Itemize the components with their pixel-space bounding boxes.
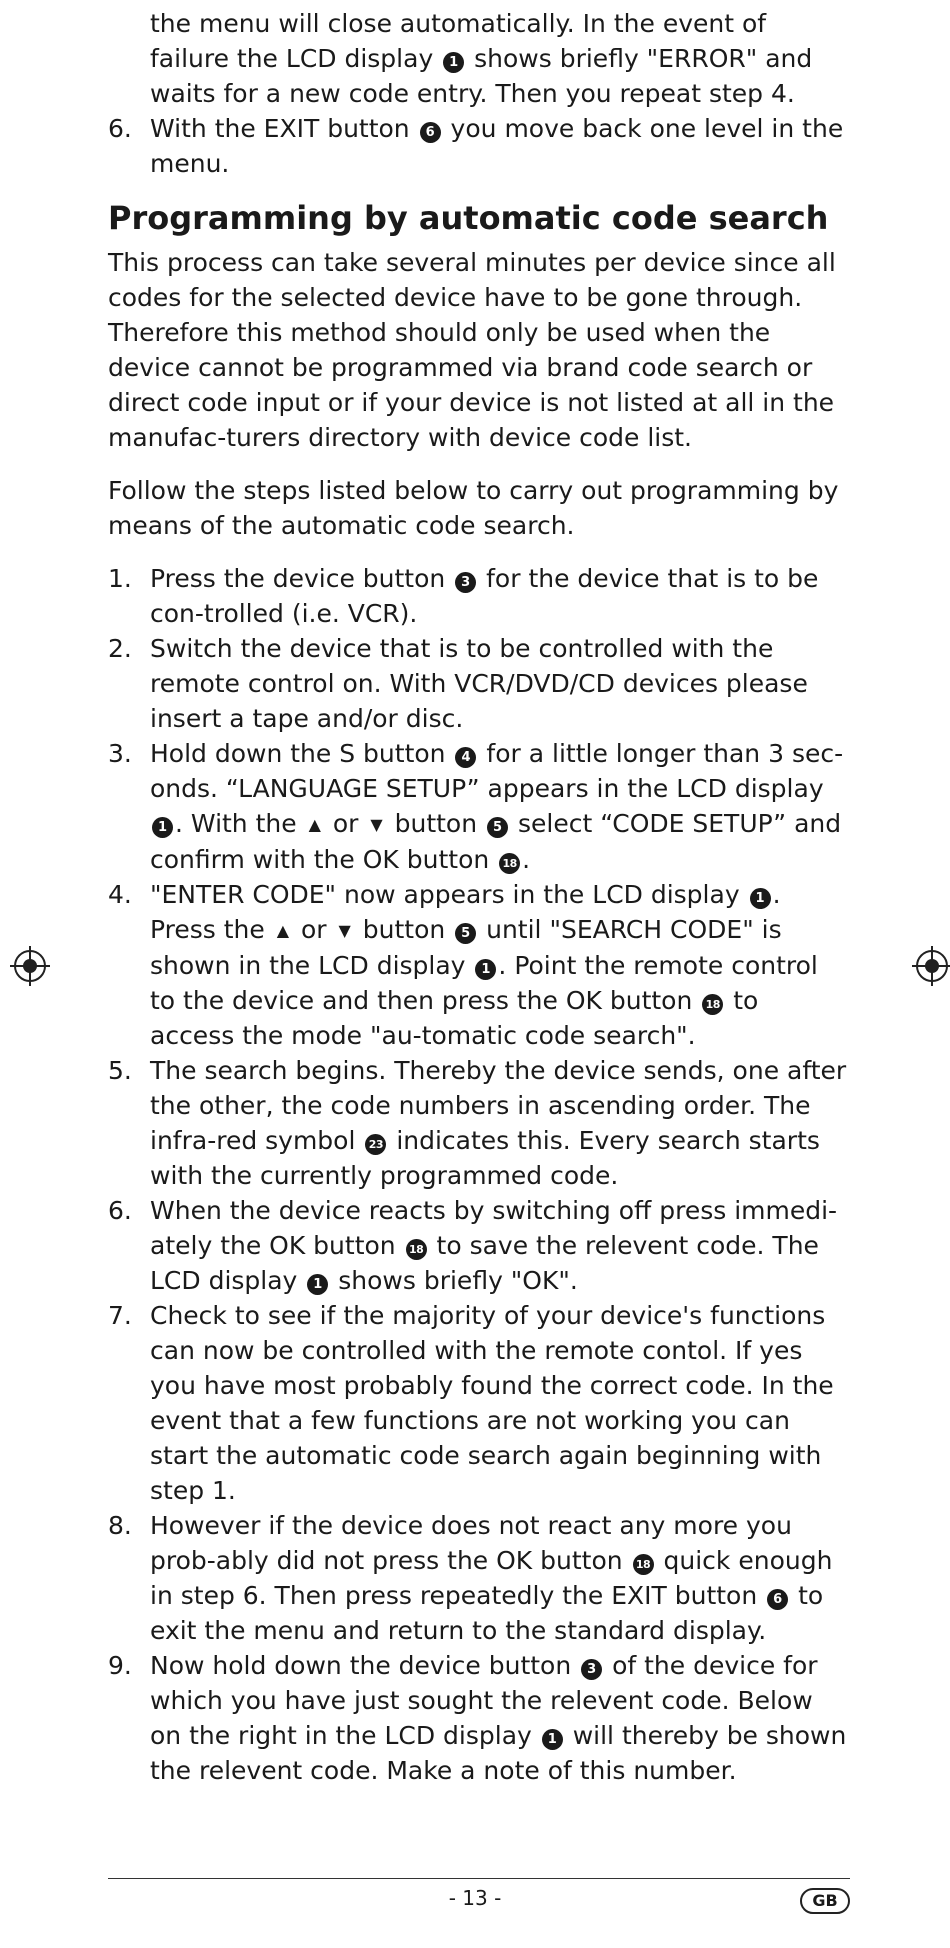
up-arrow-icon: ▲ <box>276 921 290 940</box>
list-item: 6. When the device reacts by switching off press immedi-ately the OK button 18 to save the relevent code. The LCD display 1 shows briefly "OK". <box>108 1196 838 1295</box>
ref-badge-6: 6 <box>767 1589 788 1610</box>
list-item: 2. Switch the device that is to be controlled with the remote control on. With VCR/DVD/CD devices please insert a tape and/or disc. <box>108 634 808 733</box>
language-badge: GB <box>800 1888 850 1914</box>
registration-mark-icon <box>14 950 46 982</box>
ref-badge-6: 6 <box>420 122 441 143</box>
list-item: 9. Now hold down the device button 3 of the device for which you have just sought the relevent code. Below on the right in the LCD display 1 will thereby be shown the relevent code. Make a note of this number. <box>108 1651 847 1785</box>
ref-badge-18: 18 <box>702 994 723 1015</box>
list-item: 8. However if the device does not react any more you prob-ably did not press the OK button 18 quick enough in step 6. Then press repeatedly the EXIT button 6 to exit the menu and return to the standard display. <box>108 1511 833 1645</box>
list-item: 7. Check to see if the majority of your device's functions can now be controlled with the remote contol. If yes you have most probably found the correct code. In the event that a few functions are not working you can start the automatic code search again beginning with step 1. <box>108 1301 834 1505</box>
list-item: 6. With the EXIT button 6 you move back one level in the menu. <box>108 114 844 178</box>
ref-badge-18: 18 <box>633 1554 654 1575</box>
ref-badge-5: 5 <box>487 817 508 838</box>
ref-badge-5: 5 <box>455 923 476 944</box>
ref-badge-23: 23 <box>365 1134 386 1155</box>
ref-badge-3: 3 <box>455 572 476 593</box>
ref-badge-1: 1 <box>152 817 173 838</box>
list-item: 3. Hold down the S button 4 for a little longer than 3 sec-onds. “LANGUAGE SETUP” appears in the LCD display 1 . With the ▲ or ▼ button 5 select “CODE SETUP” and confirm with the OK button 18 . <box>108 739 844 874</box>
down-arrow-icon: ▼ <box>338 921 351 940</box>
ref-badge-1: 1 <box>307 1274 328 1295</box>
list-item: 4. "ENTER CODE" now appears in the LCD display 1 . Press the ▲ or ▼ button 5 until "SEARCH CODE" is shown in the LCD display 1 . Point the remote control to the device and then press the OK button 18 to access the mode "au-tomatic code search". <box>108 880 818 1050</box>
page-number: - 13 - <box>448 1886 502 1910</box>
ref-badge-1: 1 <box>443 52 464 73</box>
steps-list <box>108 561 850 1788</box>
ref-badge-1: 1 <box>542 1729 563 1750</box>
body-paragraph: Follow the steps listed below to carry out programming by means of the automatic code search. <box>108 476 839 540</box>
down-arrow-icon: ▼ <box>370 815 383 834</box>
section-heading: Programming by automatic code search <box>108 199 829 237</box>
footer-divider <box>108 1878 850 1879</box>
list-item: 1. Press the device button 3 for the device that is to be con-trolled (i.e. VCR). <box>108 564 819 628</box>
list-item: 5. The search begins. Thereby the device sends, one after the other, the code numbers in ascending order. The infra-red symbol 23 indicates this. Every search starts with the currently programmed code. <box>108 1056 847 1190</box>
document-page <box>108 6 850 1788</box>
ref-badge-3: 3 <box>581 1659 602 1680</box>
ref-badge-18: 18 <box>499 853 520 874</box>
ref-badge-4: 4 <box>455 747 476 768</box>
intro-list <box>108 111 850 181</box>
ref-badge-18: 18 <box>406 1239 427 1260</box>
up-arrow-icon: ▲ <box>308 815 321 834</box>
ref-badge-1: 1 <box>475 959 496 980</box>
ref-badge-1: 1 <box>750 888 771 909</box>
registration-mark-icon <box>916 950 948 982</box>
body-paragraph: This process can take several minutes per device since all codes for the selected device have to be gone through. Therefore this method should only be used when the device cannot be programmed via brand code search or direct code input or if your device is not listed at all in the manufac-turers directory with device code list. <box>108 248 836 452</box>
continuation-paragraph: the menu will close automatically. In the event of failure the LCD display 1 shows briefly "ERROR" and waits for a new code entry. Then you repeat step 4. <box>150 9 813 108</box>
